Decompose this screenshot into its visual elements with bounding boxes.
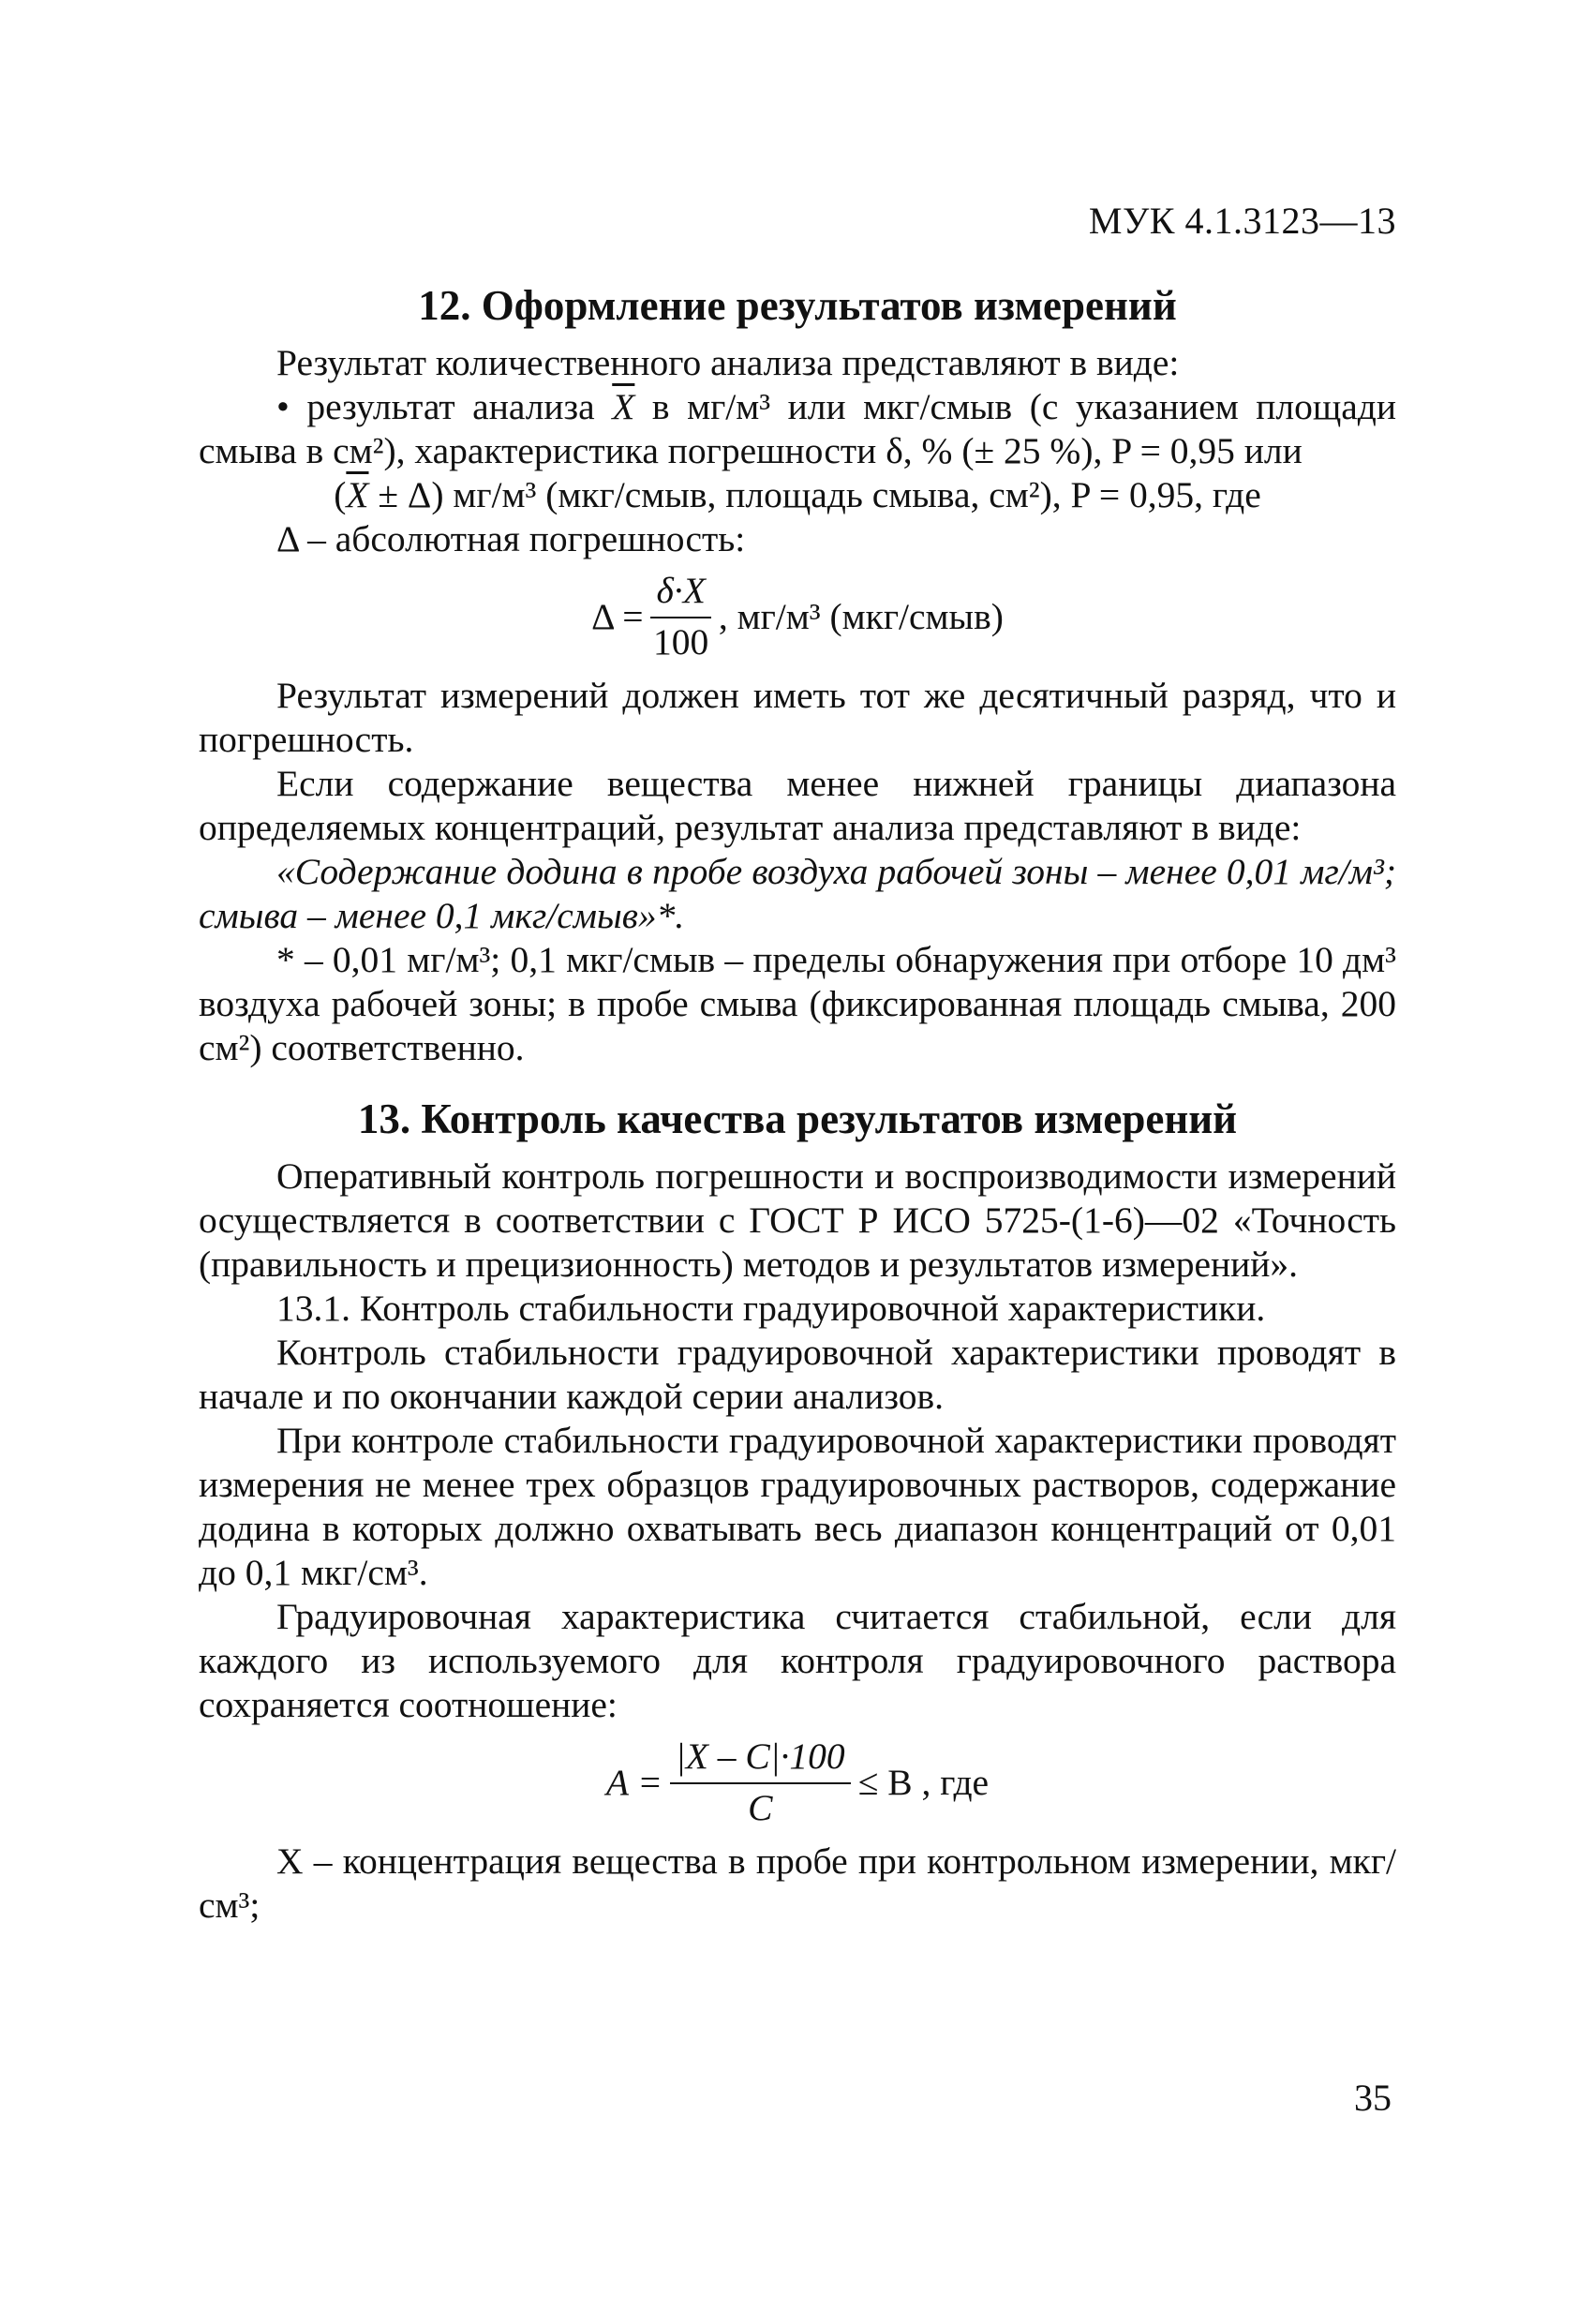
section-13-intro: Оперативный контроль погрешности и воспроизводимости измерений осуществляется в соответствии с ГОСТ Р ИСО 5725-(1-6)—02 «Точность (правильность и прецизионность) методов и результатов измерений». <box>199 1155 1396 1285</box>
document-code: МУК 4.1.3123—13 <box>1088 200 1396 242</box>
delta-fraction <box>650 569 710 664</box>
interval-open: ( <box>334 474 347 515</box>
rounding-paragraph: Результат измерений должен иметь тот же десятичный разряд, что и погрешность. <box>199 675 1396 760</box>
result-form-bullet <box>199 385 1396 473</box>
stability-fraction <box>670 1735 851 1830</box>
section-12-title: 12. Оформление результатов измерений <box>418 282 1177 329</box>
delta-definition: Δ – абсолютная погрешность: <box>276 518 746 559</box>
delta-numerator: δ·X <box>650 569 710 618</box>
stability-denominator: C <box>748 1787 773 1828</box>
calibration-check-timing: Контроль стабильности градуировочной характеристики проводят в начале и по окончании каждой серии анализов. <box>199 1332 1396 1417</box>
section-12-intro: Результат количественного анализа представляют в виде: <box>276 342 1180 383</box>
page-number: 35 <box>1354 2077 1392 2119</box>
stability-formula <box>199 1735 1396 1830</box>
bullet-rest: в мг/м³ или мкг/смыв (с указанием площади смыва в см²), характеристика погрешности δ, % (± 25 %), P = 0,95 или <box>199 386 1397 471</box>
stability-numerator: |X – C|·100 <box>670 1735 851 1784</box>
bullet-lead: • результат анализа <box>276 386 595 427</box>
delta-formula-unit: , мг/м³ (мкг/смыв) <box>718 595 1004 637</box>
stability-criterion: Градуировочная характеристика считается стабильной, если для каждого из используемого для контроля градуировочного раствора сохраняется соотношение: <box>199 1596 1396 1725</box>
mean-x-symbol: $\overline{X}$ <box>612 386 635 427</box>
detection-limit-footnote: * – 0,01 мг/м³; 0,1 мкг/смыв – пределы обнаружения при отборе 10 дм³ воздуха рабочей зоны; в пробе смыва (фиксированная площадь смыва, 200 см²) соответственно. <box>199 939 1396 1068</box>
interval-rest: ± Δ) мг/м³ (мкг/смыв, площадь смыва, см²), P = 0,95, где <box>378 474 1261 515</box>
section-13-title: 13. Контроль качества результатов измерений <box>357 1095 1238 1142</box>
delta-formula-lhs: Δ = <box>591 595 644 637</box>
page-body <box>199 279 1396 1928</box>
x-definition: X – концентрация вещества в пробе при контрольном измерении, мкг/см³; <box>199 1840 1396 1926</box>
subsection-13-1-title: 13.1. Контроль стабильности градуировочной характеристики. <box>276 1288 1266 1329</box>
result-quote: «Содержание додина в пробе воздуха рабочей зоны – менее 0,01 мг/м³; смыва – менее 0,1 мкг/смыв»*. <box>199 851 1396 936</box>
below-range-paragraph: Если содержание вещества менее нижней границы диапазона определяемых концентраций, результат анализа представляют в виде: <box>199 763 1396 848</box>
stability-formula-lhs: A = <box>605 1761 663 1803</box>
interval-line <box>199 473 1396 517</box>
interval-mean-x: $\overline{X}$ <box>346 474 369 515</box>
delta-formula <box>199 569 1396 664</box>
stability-formula-rhs: ≤ B , где <box>857 1761 990 1803</box>
calibration-check-procedure: При контроле стабильности градуировочной характеристики проводят измерения не менее трех образцов градуировочных растворов, содержание додина в которых должно охватывать весь диапазон концентраций от 0,01 до 0,1 мкг/см³. <box>199 1420 1396 1593</box>
delta-denominator: 100 <box>653 621 709 663</box>
